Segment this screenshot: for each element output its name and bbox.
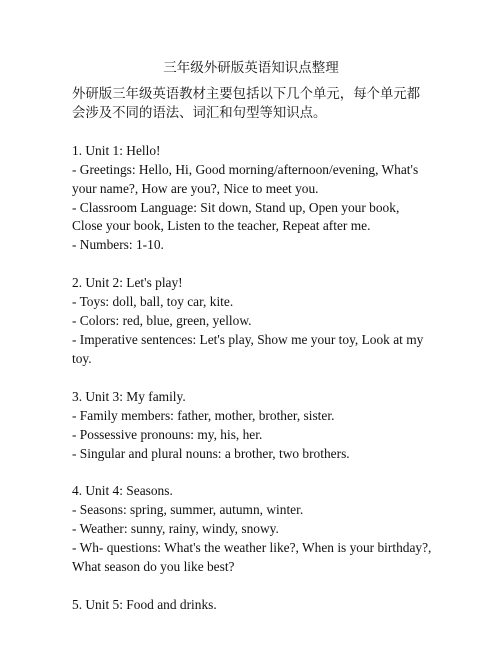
- unit-2-item-imperatives: - Imperative sentences: Let's play, Show me your toy, Look at my toy.: [72, 331, 424, 366]
- unit-4-item-seasons: - Seasons: spring, summer, autumn, winter.: [72, 502, 304, 518]
- unit-2-item-toys: - Toys: doll, ball, toy car, kite.: [72, 294, 234, 310]
- document-title: 三年级外研版英语知识点整理: [163, 60, 339, 75]
- unit-2-heading: 2. Unit 2: Let's play!: [72, 275, 183, 291]
- unit-1-section: [72, 142, 432, 255]
- unit-3-heading: 3. Unit 3: My family.: [72, 388, 186, 404]
- unit-4-item-wh-questions: - Wh- questions: What's the weather like?, When is your birthday?, What season do you like best?: [72, 540, 432, 575]
- unit-1-heading: 1. Unit 1: Hello!: [72, 142, 161, 158]
- document-body: [72, 85, 432, 615]
- intro-paragraph: 外研版三年级英语教材主要包括以下几个单元，每个单元都会涉及不同的语法、词汇和句型等知识点。: [72, 86, 421, 120]
- unit-3-item-family-members: - Family members: father, mother, brother, sister.: [72, 407, 335, 423]
- unit-3-item-singular-plural: - Singular and plural nouns: a brother, two brothers.: [72, 445, 350, 461]
- unit-3-item-possessive-pronouns: - Possessive pronouns: my, his, her.: [72, 426, 263, 442]
- unit-5-section: [72, 596, 432, 615]
- unit-4-heading: 4. Unit 4: Seasons.: [72, 483, 173, 499]
- unit-1-item-classroom-language: - Classroom Language: Sit down, Stand up, Open your book, Close your book, Listen to the teacher, Repeat after me.: [72, 199, 400, 234]
- unit-4-item-weather: - Weather: sunny, rainy, windy, snowy.: [72, 521, 279, 537]
- unit-1-item-greetings: - Greetings: Hello, Hi, Good morning/afternoon/evening, What's your name?, How are you?, Nice to meet you.: [72, 161, 419, 196]
- unit-3-section: [72, 388, 432, 464]
- unit-1-item-numbers: - Numbers: 1-10.: [72, 237, 164, 253]
- unit-5-heading: 5. Unit 5: Food and drinks.: [72, 596, 217, 612]
- unit-2-section: [72, 274, 432, 369]
- unit-4-section: [72, 482, 432, 577]
- unit-2-item-colors: - Colors: red, blue, green, yellow.: [72, 313, 252, 329]
